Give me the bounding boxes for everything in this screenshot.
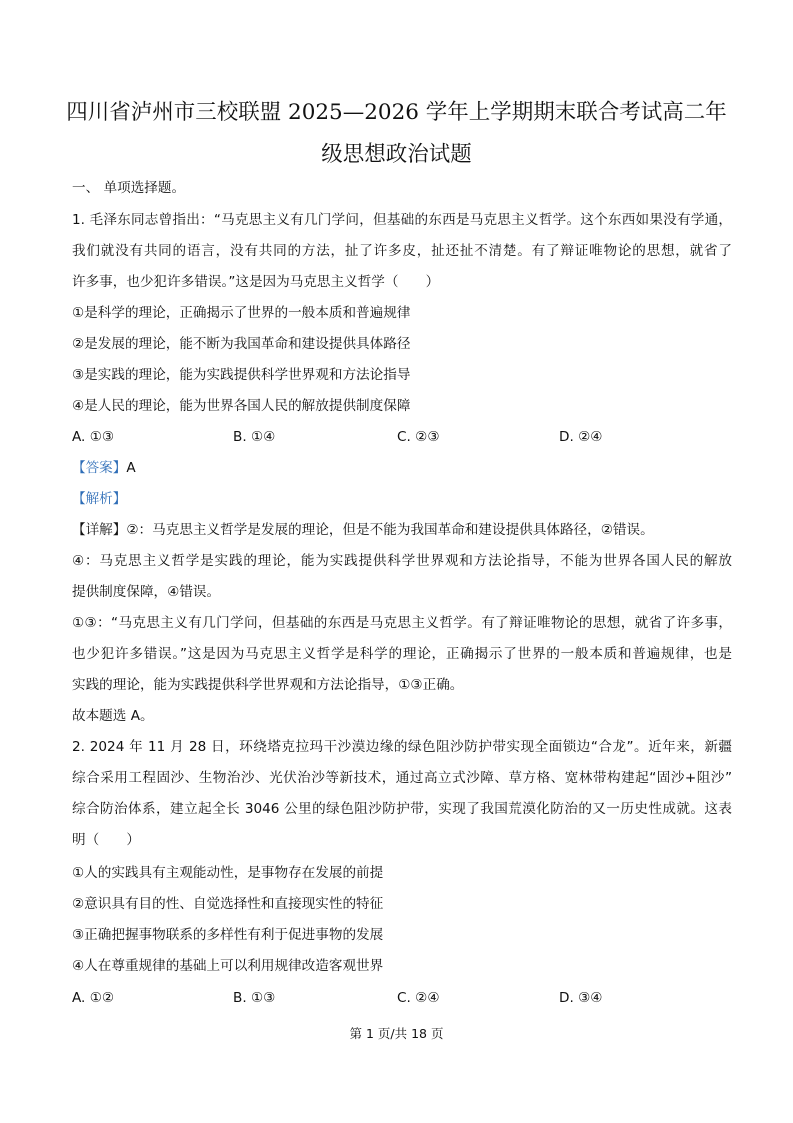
q2-option-d: D. ③④ [559,990,603,1006]
q1-statement-4: ④是人民的理论，能为世界各国人民的解放提供制度保障 [72,398,411,414]
q1-option-b: B. ①④ [233,429,276,445]
title-line-2: 级思想政治试题 [321,142,472,167]
q1-option-d: D. ②④ [559,429,603,445]
q2-statement-1: ①人的实践具有主观能动性，是事物存在发展的前提 [72,865,384,881]
detail-text: ②：马克思主义哲学是发展的理论，但是不能为我国革命和建设提供具体路径，②错误。 [126,522,654,538]
q1-detail-line-6: 实践的理论，能为实践提供科学世界观和方法论指导，①③正确。 [72,677,464,693]
q1-conclusion: 故本题选 A。 [72,708,154,724]
title-line-1: 四川省泸州市三校联盟 2025—2026 学年上学期期末联合考试高二年 [66,100,727,125]
q1-detail-line-4: ①③：“马克思主义有几门学问，但基础的东西是马克思主义哲学。有了辩证唯物论的思想，就省了许多事， [72,615,732,631]
q2-stem-line-3: 综合防治体系，建立起全长 3046 公里的绿色阻沙防护带，实现了我国荒漠化防治的又一历史性成就。这表 [72,801,732,817]
q2-statement-3: ③正确把握事物联系的多样性有利于促进事物的发展 [72,927,384,943]
q2-stem-line-1: 2. 2024 年 11 月 28 日，环绕塔克拉玛干沙漠边缘的绿色阻沙防护带实现全面锁边“合龙”。近年来，新疆 [72,739,732,755]
q2-option-a: A. ①② [72,990,115,1006]
q1-answer [72,458,732,478]
q1-detail-line-2: ④：马克思主义哲学是实践的理论，能为实践提供科学世界观和方法论指导，不能为世界各国人民的解放 [72,553,732,569]
q2-option-c: C. ②④ [397,990,440,1006]
q1-statement-1: ①是科学的理论，正确揭示了世界的一般本质和普遍规律 [72,305,411,321]
q2-option-b: B. ①③ [233,990,276,1006]
q1-stem-line-3: 许多事，也少犯许多错误。”这是因为马克思主义哲学（ ） [72,274,440,290]
section-heading: 一、 单项选择题。 [72,180,186,196]
q1-option-c: C. ②③ [397,429,440,445]
answer-value: A [126,460,136,476]
q1-stem-line-2: 我们就没有共同的语言，没有共同的方法，扯了许多皮，扯还扯不清楚。有了辩证唯物论的思想，就省了 [72,243,732,259]
q2-statement-4: ④人在尊重规律的基础上可以利用规律改造客观世界 [72,958,384,974]
q1-statement-3: ③是实践的理论，能为实践提供科学世界观和方法论指导 [72,367,411,383]
q2-stem-line-2: 综合采用工程固沙、生物治沙、光伏治沙等新技术，通过高立式沙障、草方格、宽林带构建起“固沙+阻沙” [72,770,732,786]
answer-label: 【答案】 [72,460,127,476]
q1-option-a: A. ①③ [72,429,115,445]
page-footer: 第 1 页/共 18 页 [349,1026,444,1041]
q1-statement-2: ②是发展的理论，能不断为我国革命和建设提供具体路径 [72,336,411,352]
q1-detail-line-3: 提供制度保障，④错误。 [72,584,221,600]
document-title [60,92,733,176]
q1-detail-line-1 [72,520,732,540]
q2-stem-line-4: 明（ ） [72,832,140,848]
q1-stem-line-1: 1. 毛泽东同志曾指出：“马克思主义有几门学问，但基础的东西是马克思主义哲学。这个东西如果没有学通， [72,212,732,228]
detail-label: 【详解】 [72,522,127,538]
q1-analysis-label: 【解析】 [72,491,127,507]
q1-detail-line-5: 也少犯许多错误。”这是因为马克思主义哲学是科学的理论，正确揭示了世界的一般本质和普遍规律，也是 [72,646,732,662]
q2-statement-2: ②意识具有目的性、自觉选择性和直接现实性的特征 [72,896,384,912]
